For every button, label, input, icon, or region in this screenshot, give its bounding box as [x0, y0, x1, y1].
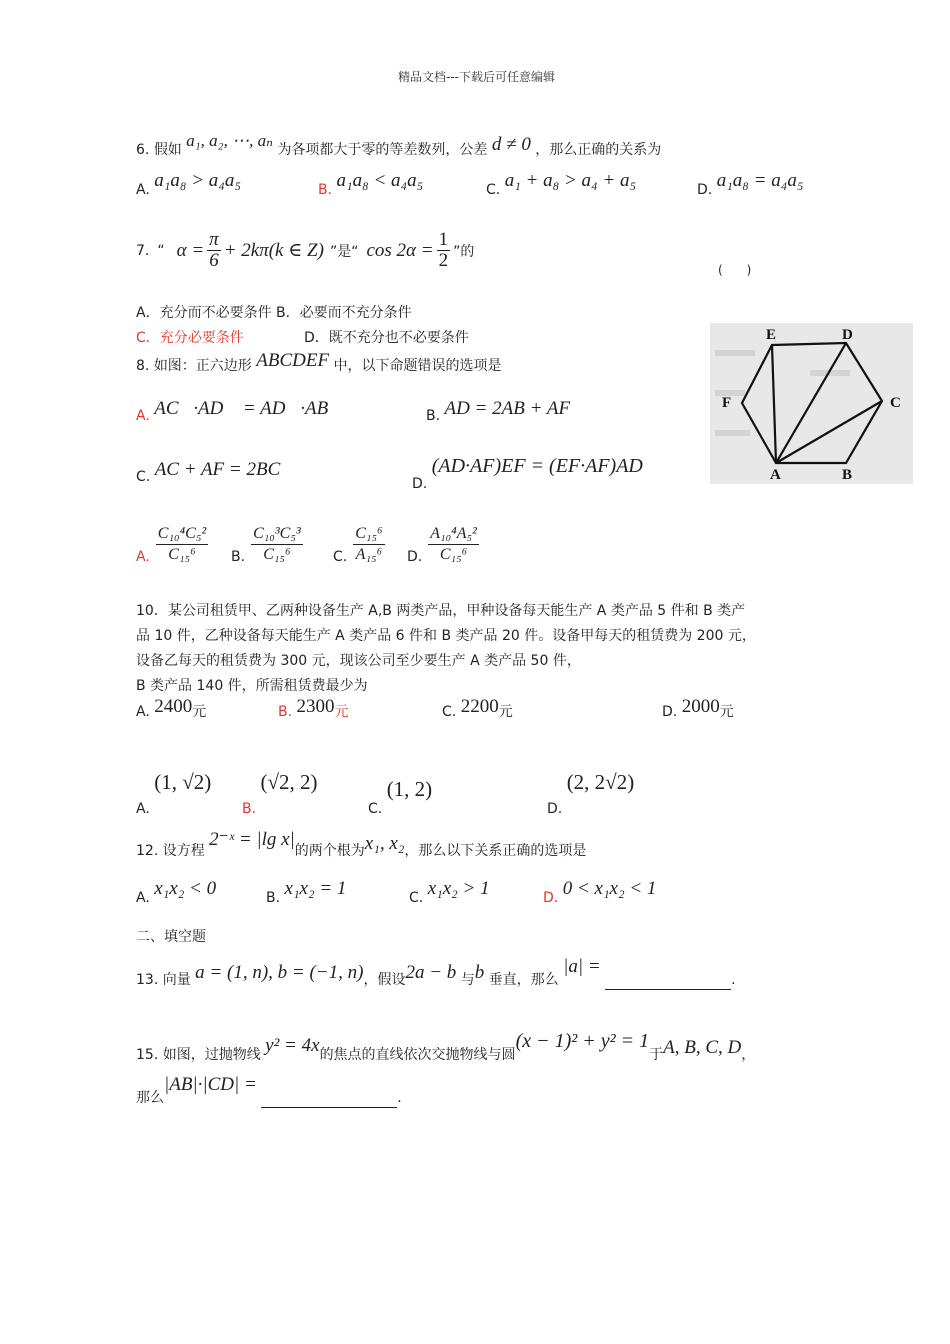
- q13-post: 垂直，那么: [488, 972, 559, 988]
- q13-b: b: [474, 962, 485, 983]
- q13-with: 与: [460, 972, 475, 988]
- q15-end: .: [397, 1090, 402, 1106]
- q11-option-d: D. (2, 2√2): [547, 770, 635, 817]
- q8-number: 8.: [136, 358, 150, 374]
- q10-option-a: A. 2400元: [136, 696, 207, 720]
- question-15: [136, 1030, 756, 1065]
- q13-mid: ，假设: [363, 972, 406, 988]
- q12-pre: 设方程: [162, 843, 205, 859]
- q8-post: 中，以下命题错误的选项是: [333, 358, 502, 374]
- q12-post: ，那么以下关系正确的选项是: [404, 843, 587, 859]
- q10-line-4: B 类产品 140 件，所需租赁费最少为: [136, 678, 368, 694]
- vertex-label-a: A: [770, 467, 781, 483]
- q10-line-1: 10．某公司租赁甲、乙两种设备生产 A,B 两类产品，甲种设备每天能生产 A 类产品 5 件和 B 类产: [136, 603, 746, 619]
- q15-comma: ，: [741, 1047, 756, 1063]
- q7-tail: ”的: [453, 243, 475, 260]
- q12-option-d: D. 0 < x₁x₂ < 1: [543, 878, 657, 906]
- vertex-label-d: D: [842, 327, 853, 343]
- q7-number: 7.: [136, 242, 150, 259]
- q9-option-d: D. $\frac{\text{A₁₀⁴A₅²}}{\text{C₁₅⁶}}$: [407, 525, 477, 565]
- q10-option-b: B. 2300元: [278, 696, 349, 720]
- q7-answer-paren: ( ): [718, 263, 752, 277]
- q6-option-d: D. a₁a₈ = a₄a₅: [697, 170, 804, 198]
- q12-option-b: B. x₁x₂ = 1: [266, 878, 347, 906]
- q6-post: ，那么正确的关系为: [535, 142, 662, 158]
- q6-number: 6.: [136, 142, 150, 158]
- question-7: [136, 230, 474, 271]
- q15-yu: 于: [649, 1047, 664, 1063]
- q7-open-quote: “: [157, 242, 165, 259]
- q10-option-c: C. 2200元: [442, 696, 513, 720]
- q15-line-2: [136, 1074, 402, 1108]
- q7-rest: + 2kπ(k ∈ Z): [223, 240, 324, 261]
- q7-options-ab: A．充分而不必要条件 B．必要而不充分条件: [136, 305, 412, 321]
- question-12: [136, 829, 587, 861]
- q12-number: 12.: [136, 843, 159, 859]
- q6-option-a: A. a₁a₈ > a₄a₅: [136, 170, 241, 198]
- q12-option-c: C. x₁x₂ > 1: [409, 878, 490, 906]
- q7-pi-over-6: $\frac{\pi}{6}$: [209, 229, 219, 271]
- q8-pre: 如图：正六边形: [153, 358, 252, 374]
- question-13: [136, 956, 736, 990]
- q6-mid: 为各项都大于零的等差数列，公差: [277, 142, 488, 158]
- vertex-label-b: B: [842, 467, 853, 483]
- question-8: [136, 350, 502, 376]
- q10-line-3: 设备乙每天的租赁费为 300 元，现该公司至少要生产 A 类产品 50 件，: [136, 653, 581, 669]
- q10-option-d: D. 2000元: [662, 696, 734, 720]
- section-heading-fill-in: 二、填空题: [136, 929, 206, 945]
- q6-sequence: a₁, a₂, ⋯, aₙ: [186, 131, 273, 150]
- question-6: [136, 131, 662, 160]
- q6-option-c: C. a₁ + a₈ > a₄ + a₅: [486, 170, 637, 198]
- vertex-label-f: F: [722, 395, 732, 411]
- q15-points: A, B, C, D: [663, 1037, 742, 1058]
- q9-option-b: B. $\frac{\text{C₁₀³C₅³}}{\text{C₁₅⁶}}$: [231, 525, 301, 565]
- q13-end: .: [731, 972, 736, 988]
- q6-option-b: B. a₁a₈ < a₄a₅: [318, 170, 424, 198]
- q15-mid: 的焦点的直线依次交抛物线与圆: [319, 1047, 516, 1063]
- q11-option-c: C. (1, 2): [368, 777, 433, 817]
- q11-option-a: A. (1, √2): [136, 770, 212, 817]
- q13-expression: 2a − b: [405, 962, 457, 983]
- q15-line2-pre: 那么: [136, 1090, 164, 1106]
- q8-option-d: D. (AD·AF)EF = (EF·AF)AD: [412, 455, 643, 492]
- q7-alpha: α =: [176, 239, 205, 261]
- q8-option-b: B. AD = 2AB + AF: [426, 398, 571, 424]
- q15-parabola: y² = 4x: [265, 1035, 320, 1056]
- q15-circle: (x − 1)² + y² = 1: [515, 1030, 650, 1052]
- q8-hexagon-name: ABCDEF: [256, 350, 330, 371]
- q6-d: d ≠ 0: [491, 134, 531, 155]
- hexagon-figure: [710, 323, 913, 484]
- vertex-label-e: E: [766, 327, 777, 343]
- q7-one-half: $\frac{1}{2}$: [438, 229, 449, 271]
- q7-close-quote: ”是“: [329, 243, 359, 260]
- q15-number: 15.: [136, 1047, 159, 1063]
- q13-answer-blank[interactable]: [605, 973, 731, 990]
- q13-abs-a: |a| =: [563, 956, 601, 977]
- q8-option-c: C. AC + AF = 2BC: [136, 459, 281, 485]
- q7-option-c: C．充分必要条件: [136, 330, 244, 346]
- q15-pre: 如图，过抛物线: [162, 1047, 261, 1063]
- q10-line-2: 品 10 件，乙种设备每天能生产 A 类产品 6 件和 B 类产品 20 件。设备甲每天的租赁费为 200 元，: [136, 628, 756, 644]
- q15-answer-blank[interactable]: [261, 1091, 397, 1108]
- q8-option-a: A. AC⃗·AD⃗ = AD⃗·AB⃗: [136, 398, 343, 424]
- q12-roots: x₁, x₂: [364, 833, 405, 854]
- q12-option-a: A. x₁x₂ < 0: [136, 878, 217, 906]
- q13-vectors: a = (1, n), b = (−1, n): [195, 962, 364, 983]
- q7-option-d: D．既不充分也不必要条件: [304, 330, 469, 346]
- q13-pre: 向量: [162, 972, 191, 988]
- q6-pre: 假如: [153, 142, 182, 158]
- q12-mid: 的两个根为: [294, 843, 365, 859]
- q12-equation: 2⁻ˣ = |lg x|: [209, 829, 295, 850]
- vertex-label-c: C: [890, 395, 901, 411]
- q15-product: |AB|·|CD| =: [164, 1074, 257, 1095]
- q7-cos: cos 2α =: [366, 239, 434, 261]
- q9-option-c: C. $\frac{\text{C₁₅⁶}}{\text{A₁₅⁶}}$: [333, 525, 383, 565]
- q11-option-b: B. (√2, 2): [242, 770, 318, 817]
- page-header: 精品文档---下载后可任意编辑: [398, 70, 555, 84]
- q13-number: 13.: [136, 972, 159, 988]
- q9-option-a: A. $\frac{\text{C₁₀⁴C₅²}}{\text{C₁₅⁶}}$: [136, 525, 207, 565]
